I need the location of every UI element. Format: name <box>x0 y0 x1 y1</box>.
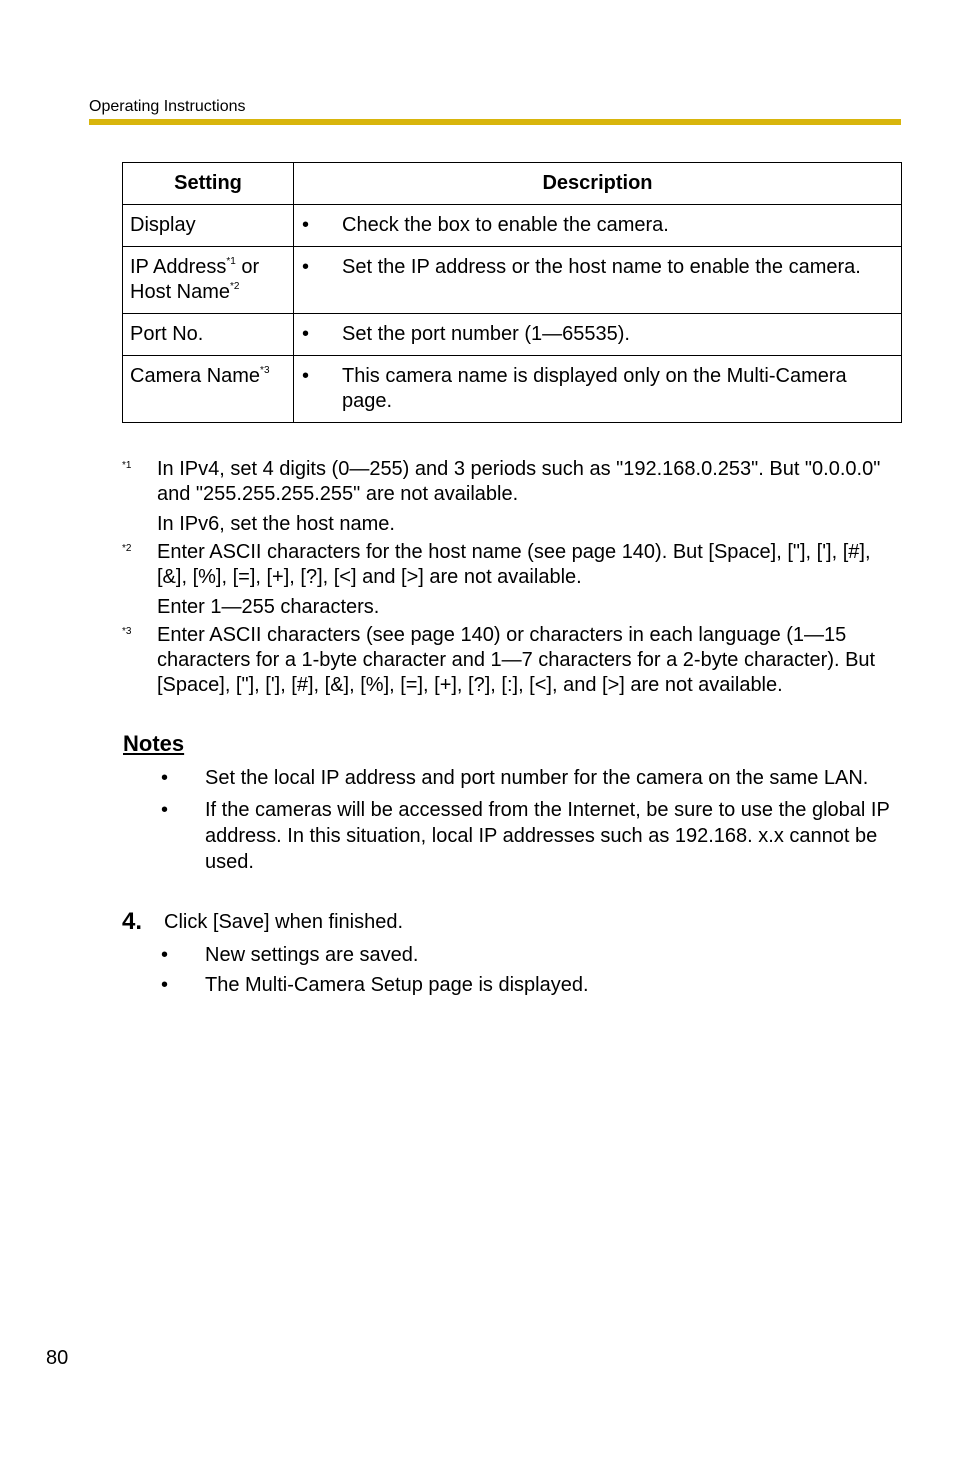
list-item <box>161 797 901 875</box>
list-item <box>161 765 901 791</box>
table-row <box>123 247 902 314</box>
footnotes <box>122 457 902 698</box>
bullet-icon: • <box>302 256 310 278</box>
footnote-mark: *1 <box>122 460 132 471</box>
step-result-text: New settings are saved. <box>205 944 419 966</box>
running-header: Operating Instructions <box>89 98 246 115</box>
description-cell <box>294 356 902 423</box>
setting-name: IP Address <box>130 256 227 278</box>
footnote <box>122 623 902 698</box>
description-cell <box>294 205 902 247</box>
note-text: Set the local IP address and port number for the camera on the same LAN. <box>205 767 869 789</box>
table-row <box>123 356 902 423</box>
footnote <box>122 540 902 620</box>
bullet-icon: • <box>161 799 169 821</box>
setting-name-suffix: or <box>235 256 260 278</box>
description-cell <box>294 247 902 314</box>
header-rule <box>89 119 901 125</box>
setting-name: Camera Name <box>130 365 261 387</box>
list-item <box>161 942 901 968</box>
setting-cell <box>123 247 294 314</box>
step-4 <box>122 908 403 936</box>
column-header-description: Description <box>294 163 902 205</box>
table-header-row <box>123 163 902 205</box>
setting-name: Display <box>130 214 196 236</box>
table-row <box>123 314 902 356</box>
setting-cell <box>123 205 294 247</box>
step-text: Click [Save] when finished. <box>164 911 404 933</box>
setting-description: Check the box to enable the camera. <box>342 214 669 236</box>
setting-name: Port No. <box>130 323 204 345</box>
note-text: If the cameras will be accessed from the Internet, be sure to use the global IP address. In this situation, local IP addresses such as 192.168. x.x cannot be used. <box>205 799 890 873</box>
bullet-icon: • <box>302 323 310 345</box>
bullet-icon: • <box>161 767 169 789</box>
page-number: 80 <box>46 1347 69 1369</box>
footnote-ref: *2 <box>230 281 240 292</box>
bullet-icon: • <box>302 214 310 236</box>
footnote-text: In IPv6, set the host name. <box>157 513 395 535</box>
bullet-icon: • <box>161 944 169 966</box>
footnote-ref: *1 <box>226 256 236 267</box>
setting-description: Set the IP address or the host name to enable the camera. <box>342 256 861 278</box>
column-header-setting: Setting <box>123 163 294 205</box>
notes-list <box>161 765 901 875</box>
setting-cell <box>123 356 294 423</box>
step-result-text: The Multi-Camera Setup page is displayed. <box>205 974 589 996</box>
bullet-icon: • <box>302 365 310 387</box>
footnote-ref: *3 <box>260 365 270 376</box>
table-row <box>123 205 902 247</box>
list-item <box>161 972 901 998</box>
settings-table <box>122 162 902 423</box>
bullet-icon: • <box>161 974 169 996</box>
setting-description: This camera name is displayed only on the Multi-Camera page. <box>342 365 847 412</box>
setting-description: Set the port number (1—65535). <box>342 323 630 345</box>
footnote-text: In IPv4, set 4 digits (0—255) and 3 periods such as "192.168.0.253". But "0.0.0.0" and "255.255.255.255" are not available. <box>157 458 881 505</box>
footnote-mark: *2 <box>122 543 132 554</box>
setting-name-line2: Host Name <box>130 281 231 303</box>
description-cell <box>294 314 902 356</box>
footnote-mark: *3 <box>122 626 132 637</box>
step-result-list <box>161 942 901 998</box>
footnote <box>122 457 902 537</box>
notes-heading: Notes <box>123 731 185 756</box>
footnote-text: Enter ASCII characters (see page 140) or characters in each language (1—15 characters for a 1-byte character and 1—7 characters for a 2-byte character). But [Space], ["], ['], [#], [&], [%], [=], [+], [?], [:], [<], and [>] are not available. <box>157 624 876 696</box>
footnote-text: Enter 1—255 characters. <box>157 596 380 618</box>
setting-cell <box>123 314 294 356</box>
step-number: 4. <box>122 908 143 935</box>
footnote-text: Enter ASCII characters for the host name (see page 140). But [Space], ["], ['], [#], [&], [%], [=], [+], [?], [<] and [>] are not available. <box>157 541 871 588</box>
